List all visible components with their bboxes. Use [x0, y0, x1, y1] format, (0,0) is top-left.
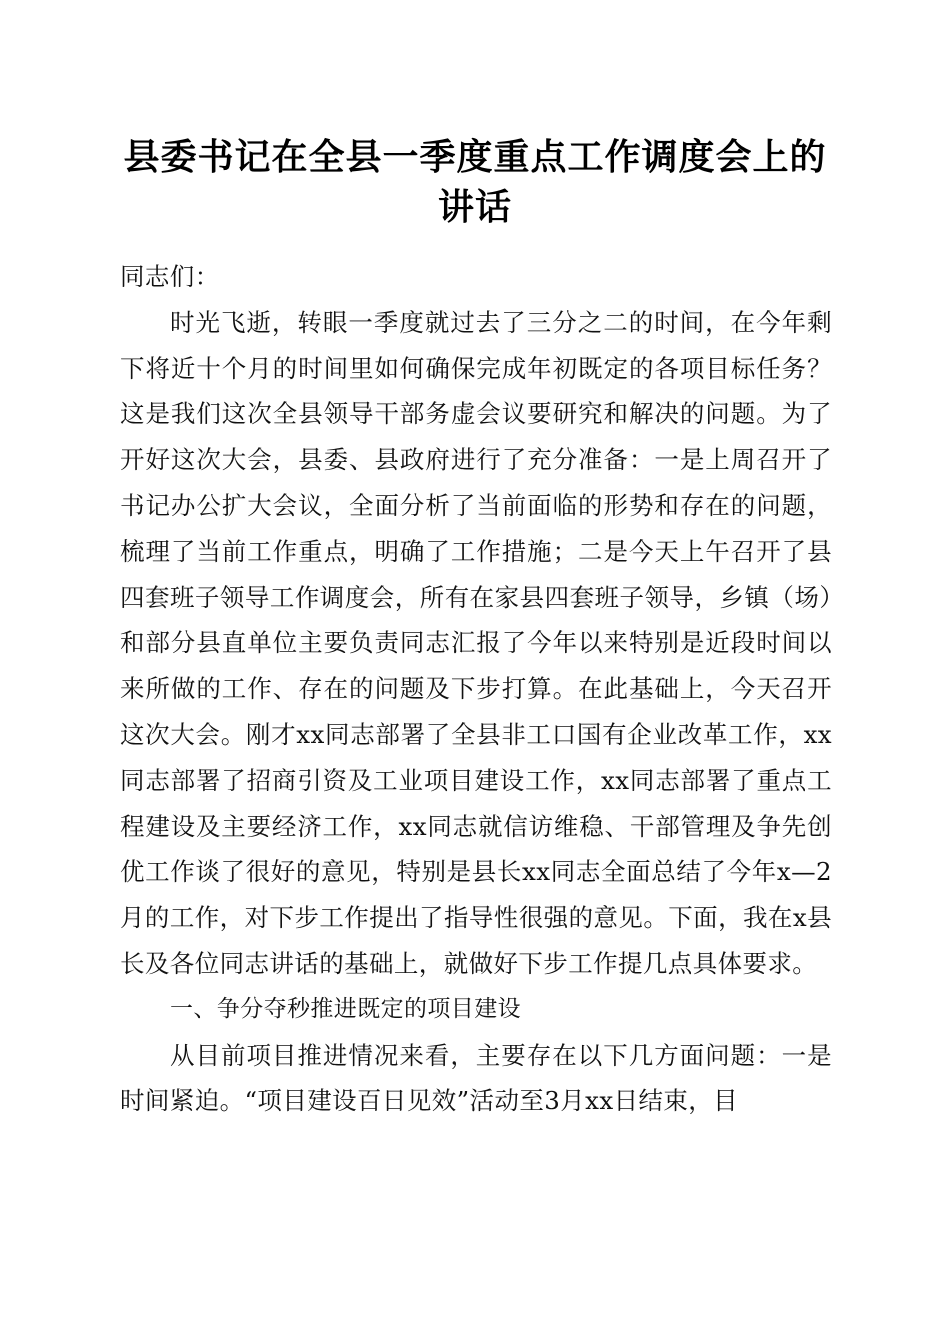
- document-body: [120, 254, 832, 1124]
- section-heading: 一、争分夺秒推进既定的项目建设: [170, 995, 521, 1022]
- document-title: 县委书记在全县一季度重点工作调度会上的讲话: [123, 136, 827, 228]
- intro-paragraph: 时光飞逝，转眼一季度就过去了三分之二的时间，在今年剩下将近十个月的时间里如何确保完成年初既定的各项目标任务？这是我们这次全县领导干部务虚会议要研究和解决的问题。为了开好这次大会，县委、县政府进行了充分准备：一是上周召开了书记办公扩大会议，全面分析了当前面临的形势和存在的问题，梳理了当前工作重点，明确了工作措施；二是今天上午召开了县四套班子领导工作调度会，所有在家县四套班子领导，乡镇（场）和部分县直单位主要负责同志汇报了今年以来特别是近段时间以来所做的工作、存在的问题及下步打算。在此基础上，今天召开这次大会。刚才xx同志部署了全县非工口国有企业改革工作，xx同志部署了招商引资及工业项目建设工作，xx同志部署了重点工程建设及主要经济工作，xx同志就信访维稳、干部管理及争先创优工作谈了很好的意见，特别是县长xx同志全面总结了今年x—2月的工作，对下步工作提出了指导性很强的意见。下面，我在x县长及各位同志讲话的基础上，就做好下步工作提几点具体要求。: [120, 307, 832, 978]
- section-paragraph: 从目前项目推进情况来看，主要存在以下几方面问题：一是时间紧迫。“项目建设百日见效”活动至3月xx日结束，目: [120, 1040, 832, 1116]
- salutation: 同志们：: [120, 262, 220, 291]
